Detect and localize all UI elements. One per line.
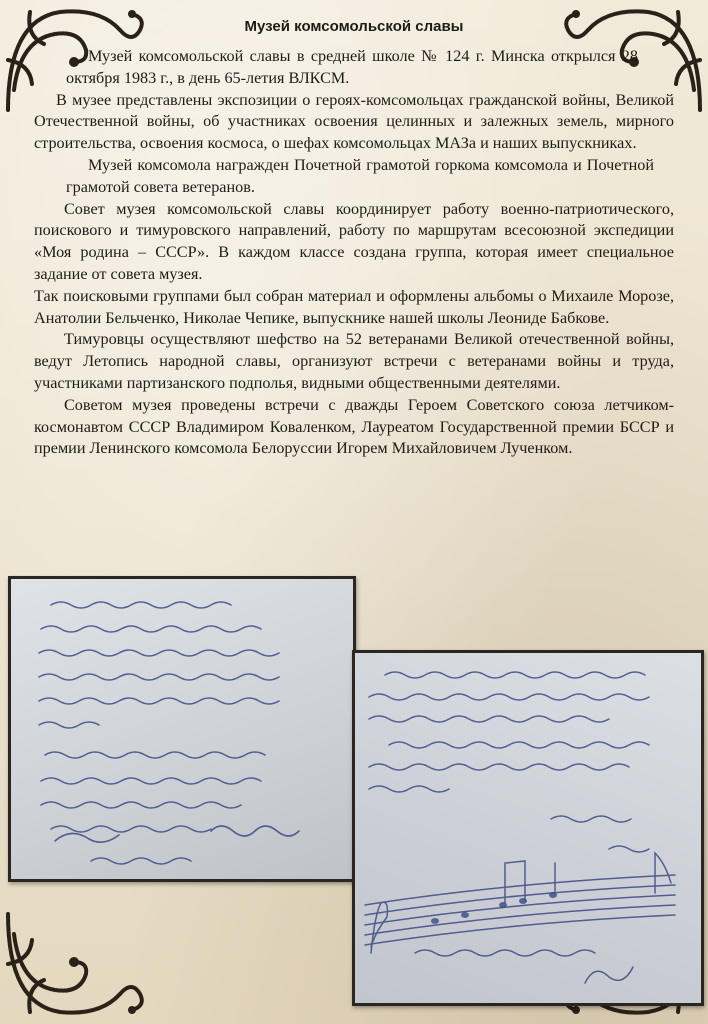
paragraph-opening: Музей комсомольской славы в средней школе № 124 г. Минска открылся 28 октября 1983 г., в день 65-летия ВЛКСМ. [66, 47, 638, 87]
paragraph-meetings: Советом музея проведены встречи с дважды Героем Советского союза летчиком-космонавтом СССР Владимиром Коваленком, Лауреатом Государственной премии БССР и премии Ленинского комсомола Белоруссии Игорем Михайловичем Лученком. [34, 395, 674, 458]
body-text [34, 46, 674, 460]
handwriting-music-icon [355, 653, 701, 1003]
paragraph-exhibits: В музее представлены экспозиции о героях-комсомольцах гражданской войны, Великой Отечественной войны, об участниках освоения целинных и залежных земель, мирного строительства, освоения космоса, о шефах комсомольцах МАЗа и наших выпускниках. [34, 90, 674, 153]
handwritten-note-photo [352, 650, 704, 1006]
paragraph-awards: Музей комсомола награжден Почетной грамотой горкома комсомола и Почетной грамотой совета ветеранов. [66, 155, 654, 196]
paragraph-timurovtsy: Тимуровцы осуществляют шефство на 52 ветеранами Великой отечественной войны, ведут Летопись народной славы, организуют встречи с ветеранами войны и труда, участниками партизанского подполья, видными общественными деятелями. [34, 330, 674, 392]
corner-ornament-bottom-left [0, 904, 150, 1024]
paragraph-council: Совет музея комсомольской славы координирует работу военно-патриотического, поискового и тимуровского направлений, работу по маршрутам всесоюзной экспедиции «Моя родина – СССР». В каждом классе создана группа, которая имеет специальное задание от совета музея. [34, 199, 674, 283]
handwriting-scribble-icon [11, 579, 353, 879]
paragraph-search-groups: Так поисковыми группами был собран материал и оформлены альбомы о Михаиле Морозе, Анатолии Бельченко, Николае Чепике, выпускнике нашей школы Леониде Бабкове. [34, 286, 674, 327]
handwritten-letter-photo [8, 576, 356, 882]
page-title: Музей комсомольской славы [244, 18, 464, 35]
